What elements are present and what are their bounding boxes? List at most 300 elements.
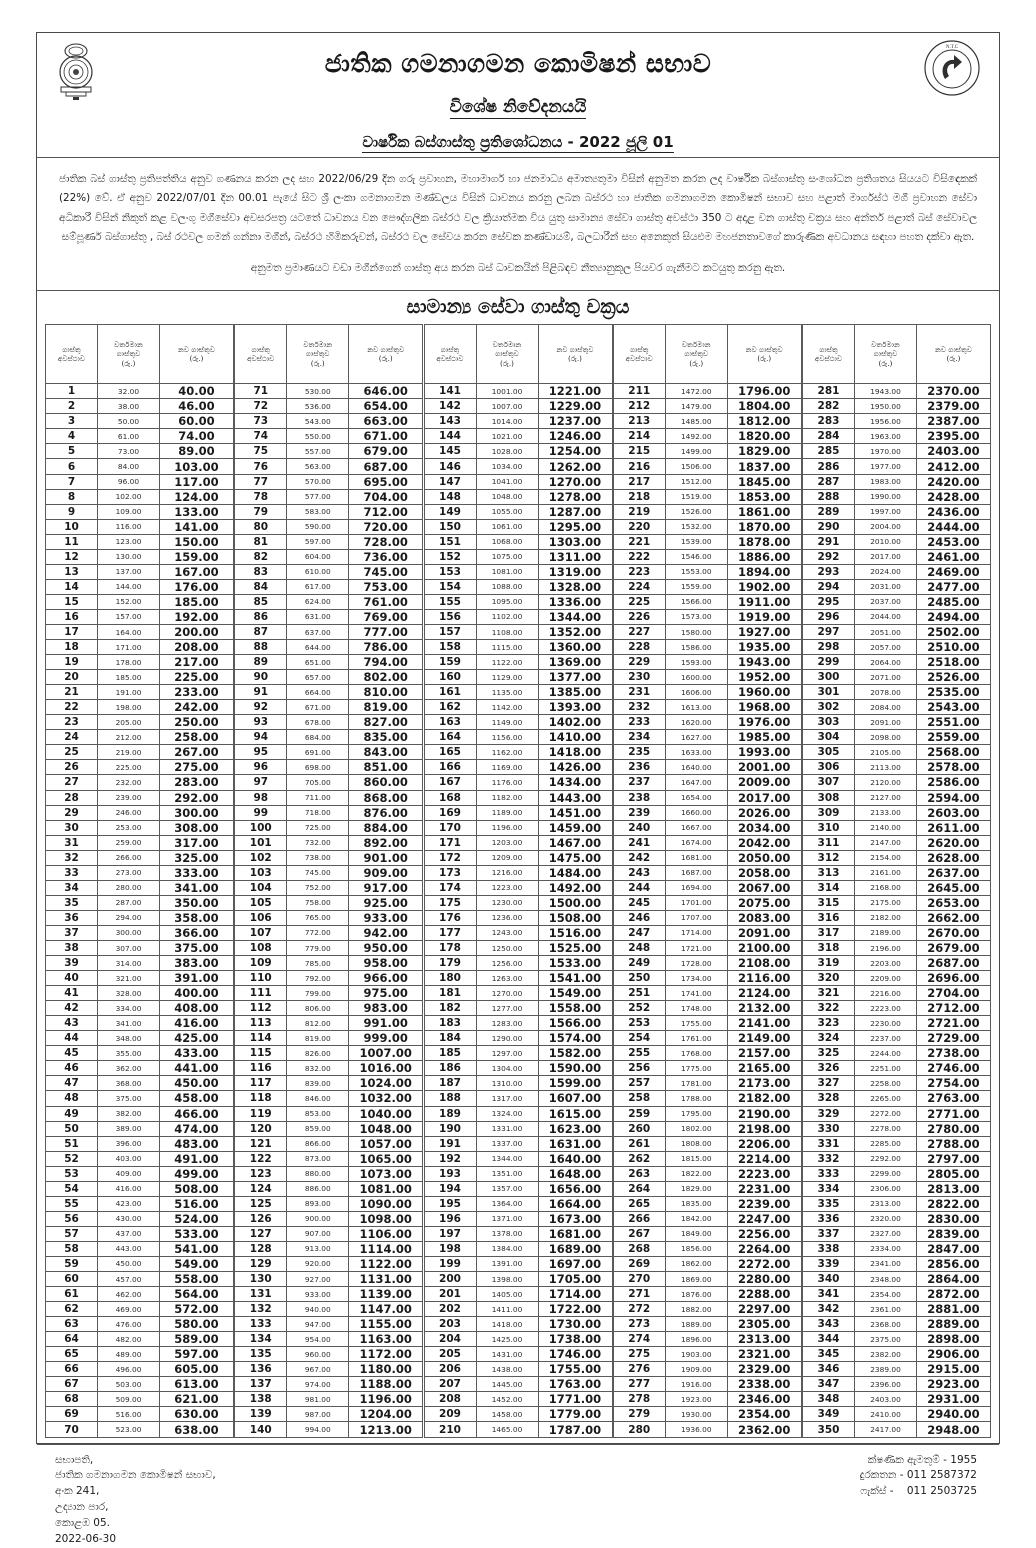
table-row bbox=[46, 775, 234, 790]
cell-fare-stage: 172 bbox=[424, 850, 476, 865]
cell-fare-stage: 30 bbox=[46, 820, 98, 835]
cell-current-fare: 812.00 bbox=[287, 1016, 349, 1031]
cell-new-fare: 621.00 bbox=[160, 1392, 234, 1407]
table-row bbox=[235, 1091, 423, 1106]
cell-fare-stage: 326 bbox=[803, 1061, 855, 1076]
cell-fare-stage: 65 bbox=[46, 1347, 98, 1362]
cell-new-fare: 217.00 bbox=[160, 655, 234, 670]
table-row bbox=[424, 925, 612, 940]
cell-fare-stage: 268 bbox=[613, 1241, 665, 1256]
cell-new-fare: 663.00 bbox=[349, 414, 423, 429]
table-row bbox=[424, 640, 612, 655]
cell-fare-stage: 57 bbox=[46, 1226, 98, 1241]
column-header-fare-stage: ගාස්තු අවස්ථාව bbox=[613, 325, 665, 384]
cell-current-fare: 577.00 bbox=[287, 489, 349, 504]
cell-fare-stage: 132 bbox=[235, 1302, 287, 1317]
table-row bbox=[803, 895, 991, 910]
cell-new-fare: 2132.00 bbox=[727, 1001, 801, 1016]
cell-new-fare: 1369.00 bbox=[538, 655, 612, 670]
cell-fare-stage: 250 bbox=[613, 971, 665, 986]
address-line-4: උද්‍යාන පාර, bbox=[55, 1501, 109, 1514]
cell-current-fare: 1627.00 bbox=[665, 730, 727, 745]
cell-new-fare: 1919.00 bbox=[727, 609, 801, 624]
cell-new-fare: 2264.00 bbox=[727, 1241, 801, 1256]
table-row bbox=[235, 1136, 423, 1151]
cell-fare-stage: 149 bbox=[424, 504, 476, 519]
cell-current-fare: 1256.00 bbox=[476, 956, 538, 971]
table-row bbox=[803, 504, 991, 519]
cell-new-fare: 1993.00 bbox=[727, 745, 801, 760]
cell-fare-stage: 265 bbox=[613, 1196, 665, 1211]
cell-fare-stage: 58 bbox=[46, 1241, 98, 1256]
cell-fare-stage: 232 bbox=[613, 700, 665, 715]
cell-fare-stage: 246 bbox=[613, 910, 665, 925]
cell-current-fare: 2189.00 bbox=[855, 925, 917, 940]
cell-fare-stage: 200 bbox=[424, 1272, 476, 1287]
cell-fare-stage: 303 bbox=[803, 715, 855, 730]
cell-new-fare: 533.00 bbox=[160, 1226, 234, 1241]
cell-fare-stage: 169 bbox=[424, 805, 476, 820]
cell-new-fare: 1607.00 bbox=[538, 1091, 612, 1106]
cell-fare-stage: 282 bbox=[803, 399, 855, 414]
cell-fare-stage: 179 bbox=[424, 956, 476, 971]
cell-current-fare: 1283.00 bbox=[476, 1016, 538, 1031]
table-row bbox=[424, 579, 612, 594]
svg-text:N.T.C: N.T.C bbox=[945, 45, 959, 50]
cell-new-fare: 391.00 bbox=[160, 971, 234, 986]
table-row bbox=[613, 1061, 801, 1076]
cell-new-fare: 2586.00 bbox=[917, 775, 991, 790]
cell-fare-stage: 226 bbox=[613, 609, 665, 624]
cell-new-fare: 383.00 bbox=[160, 956, 234, 971]
cell-fare-stage: 1 bbox=[46, 384, 98, 399]
cell-new-fare: 2915.00 bbox=[917, 1362, 991, 1377]
cell-fare-stage: 142 bbox=[424, 399, 476, 414]
table-row bbox=[46, 790, 234, 805]
cell-new-fare: 1254.00 bbox=[538, 444, 612, 459]
cell-fare-stage: 102 bbox=[235, 850, 287, 865]
table-row bbox=[424, 715, 612, 730]
cell-current-fare: 2017.00 bbox=[855, 549, 917, 564]
cell-current-fare: 940.00 bbox=[287, 1302, 349, 1317]
cell-current-fare: 1546.00 bbox=[665, 549, 727, 564]
cell-new-fare: 549.00 bbox=[160, 1256, 234, 1271]
cell-fare-stage: 342 bbox=[803, 1302, 855, 1317]
cell-current-fare: 178.00 bbox=[98, 655, 160, 670]
table-row bbox=[803, 1302, 991, 1317]
cell-fare-stage: 24 bbox=[46, 730, 98, 745]
cell-new-fare: 483.00 bbox=[160, 1136, 234, 1151]
cell-fare-stage: 199 bbox=[424, 1256, 476, 1271]
table-row bbox=[803, 986, 991, 1001]
cell-new-fare: 1147.00 bbox=[349, 1302, 423, 1317]
address-line-3: අංක 241, bbox=[55, 1485, 100, 1498]
cell-current-fare: 691.00 bbox=[287, 745, 349, 760]
cell-fare-stage: 131 bbox=[235, 1287, 287, 1302]
cell-new-fare: 901.00 bbox=[349, 850, 423, 865]
cell-current-fare: 1956.00 bbox=[855, 414, 917, 429]
cell-new-fare: 950.00 bbox=[349, 940, 423, 955]
cell-new-fare: 2696.00 bbox=[917, 971, 991, 986]
cell-new-fare: 242.00 bbox=[160, 700, 234, 715]
table-row bbox=[803, 1256, 991, 1271]
cell-current-fare: 1337.00 bbox=[476, 1136, 538, 1151]
cell-current-fare: 1041.00 bbox=[476, 474, 538, 489]
table-row bbox=[803, 640, 991, 655]
cell-current-fare: 171.00 bbox=[98, 640, 160, 655]
cell-current-fare: 651.00 bbox=[287, 655, 349, 670]
cell-current-fare: 933.00 bbox=[287, 1287, 349, 1302]
table-row bbox=[803, 1016, 991, 1031]
cell-new-fare: 761.00 bbox=[349, 594, 423, 609]
cell-current-fare: 765.00 bbox=[287, 910, 349, 925]
cell-current-fare: 1384.00 bbox=[476, 1241, 538, 1256]
cell-new-fare: 2050.00 bbox=[727, 850, 801, 865]
cell-new-fare: 794.00 bbox=[349, 655, 423, 670]
cell-new-fare: 433.00 bbox=[160, 1046, 234, 1061]
cell-fare-stage: 54 bbox=[46, 1181, 98, 1196]
table-row bbox=[424, 459, 612, 474]
cell-fare-stage: 91 bbox=[235, 685, 287, 700]
cell-current-fare: 1001.00 bbox=[476, 384, 538, 399]
cell-fare-stage: 79 bbox=[235, 504, 287, 519]
cell-fare-stage: 349 bbox=[803, 1407, 855, 1422]
column-header-new-fare: නව ගාස්තුව (රු.) bbox=[160, 325, 234, 384]
cell-new-fare: 1418.00 bbox=[538, 745, 612, 760]
table-row bbox=[424, 1332, 612, 1347]
cell-fare-stage: 64 bbox=[46, 1332, 98, 1347]
cell-fare-stage: 19 bbox=[46, 655, 98, 670]
cell-new-fare: 2026.00 bbox=[727, 805, 801, 820]
table-row bbox=[46, 1106, 234, 1121]
cell-fare-stage: 6 bbox=[46, 459, 98, 474]
table-header-row bbox=[803, 325, 991, 384]
cell-fare-stage: 338 bbox=[803, 1241, 855, 1256]
cell-new-fare: 333.00 bbox=[160, 865, 234, 880]
cell-current-fare: 73.00 bbox=[98, 444, 160, 459]
cell-fare-stage: 150 bbox=[424, 519, 476, 534]
cell-current-fare: 476.00 bbox=[98, 1317, 160, 1332]
cell-fare-stage: 152 bbox=[424, 549, 476, 564]
cell-fare-stage: 350 bbox=[803, 1422, 855, 1437]
cell-new-fare: 2338.00 bbox=[727, 1377, 801, 1392]
cell-fare-stage: 336 bbox=[803, 1211, 855, 1226]
cell-current-fare: 164.00 bbox=[98, 625, 160, 640]
table-row bbox=[235, 1106, 423, 1121]
table-row bbox=[46, 1001, 234, 1016]
cell-fare-stage: 241 bbox=[613, 835, 665, 850]
cell-fare-stage: 287 bbox=[803, 474, 855, 489]
cell-current-fare: 1034.00 bbox=[476, 459, 538, 474]
cell-fare-stage: 325 bbox=[803, 1046, 855, 1061]
cell-current-fare: 130.00 bbox=[98, 549, 160, 564]
cell-current-fare: 1048.00 bbox=[476, 489, 538, 504]
table-row bbox=[235, 414, 423, 429]
cell-current-fare: 2265.00 bbox=[855, 1091, 917, 1106]
cell-current-fare: 462.00 bbox=[98, 1287, 160, 1302]
table-row bbox=[235, 760, 423, 775]
cell-current-fare: 1983.00 bbox=[855, 474, 917, 489]
cell-current-fare: 102.00 bbox=[98, 489, 160, 504]
cell-fare-stage: 163 bbox=[424, 715, 476, 730]
cell-new-fare: 1516.00 bbox=[538, 925, 612, 940]
table-row bbox=[46, 910, 234, 925]
cell-current-fare: 772.00 bbox=[287, 925, 349, 940]
cell-fare-stage: 98 bbox=[235, 790, 287, 805]
cell-current-fare: 1364.00 bbox=[476, 1196, 538, 1211]
table-row bbox=[424, 1362, 612, 1377]
cell-current-fare: 1714.00 bbox=[665, 925, 727, 940]
cell-current-fare: 1061.00 bbox=[476, 519, 538, 534]
cell-fare-stage: 230 bbox=[613, 670, 665, 685]
table-row bbox=[424, 1226, 612, 1241]
cell-new-fare: 1738.00 bbox=[538, 1332, 612, 1347]
cell-new-fare: 1845.00 bbox=[727, 474, 801, 489]
cell-current-fare: 1943.00 bbox=[855, 384, 917, 399]
cell-current-fare: 2209.00 bbox=[855, 971, 917, 986]
table-row bbox=[46, 504, 234, 519]
column-header-current-fare: වර්තමාන ගාස්තුව (රු.) bbox=[665, 325, 727, 384]
cell-new-fare: 2679.00 bbox=[917, 940, 991, 955]
cell-fare-stage: 210 bbox=[424, 1422, 476, 1437]
cell-current-fare: 866.00 bbox=[287, 1136, 349, 1151]
cell-new-fare: 2297.00 bbox=[727, 1302, 801, 1317]
cell-fare-stage: 209 bbox=[424, 1407, 476, 1422]
cell-new-fare: 1434.00 bbox=[538, 775, 612, 790]
cell-fare-stage: 266 bbox=[613, 1211, 665, 1226]
cell-new-fare: 597.00 bbox=[160, 1347, 234, 1362]
column-header-new-fare: නව ගාස්තුව (රු.) bbox=[727, 325, 801, 384]
cell-new-fare: 408.00 bbox=[160, 1001, 234, 1016]
cell-new-fare: 2239.00 bbox=[727, 1196, 801, 1211]
cell-new-fare: 2231.00 bbox=[727, 1181, 801, 1196]
cell-fare-stage: 236 bbox=[613, 760, 665, 775]
cell-current-fare: 191.00 bbox=[98, 685, 160, 700]
cell-current-fare: 1209.00 bbox=[476, 850, 538, 865]
cell-new-fare: 1615.00 bbox=[538, 1106, 612, 1121]
table-row bbox=[235, 1392, 423, 1407]
national-emblem-icon bbox=[53, 41, 99, 103]
cell-new-fare: 292.00 bbox=[160, 790, 234, 805]
cell-new-fare: 892.00 bbox=[349, 835, 423, 850]
table-row bbox=[235, 459, 423, 474]
cell-new-fare: 1722.00 bbox=[538, 1302, 612, 1317]
cell-new-fare: 1467.00 bbox=[538, 835, 612, 850]
cell-fare-stage: 121 bbox=[235, 1136, 287, 1151]
table-row bbox=[424, 1272, 612, 1287]
cell-fare-stage: 249 bbox=[613, 956, 665, 971]
cell-new-fare: 2485.00 bbox=[917, 594, 991, 609]
table-row bbox=[235, 609, 423, 624]
cell-new-fare: 117.00 bbox=[160, 474, 234, 489]
cell-current-fare: 1236.00 bbox=[476, 910, 538, 925]
table-row bbox=[46, 1091, 234, 1106]
cell-fare-stage: 337 bbox=[803, 1226, 855, 1241]
table-row bbox=[46, 594, 234, 609]
cell-fare-stage: 55 bbox=[46, 1196, 98, 1211]
cell-fare-stage: 177 bbox=[424, 925, 476, 940]
cell-current-fare: 403.00 bbox=[98, 1151, 160, 1166]
cell-fare-stage: 328 bbox=[803, 1091, 855, 1106]
cell-new-fare: 1697.00 bbox=[538, 1256, 612, 1271]
cell-current-fare: 617.00 bbox=[287, 579, 349, 594]
cell-fare-stage: 288 bbox=[803, 489, 855, 504]
table-row bbox=[803, 625, 991, 640]
table-row bbox=[235, 564, 423, 579]
cell-current-fare: 738.00 bbox=[287, 850, 349, 865]
table-row bbox=[424, 384, 612, 399]
cell-fare-stage: 90 bbox=[235, 670, 287, 685]
cell-fare-stage: 130 bbox=[235, 1272, 287, 1287]
cell-new-fare: 2362.00 bbox=[727, 1422, 801, 1437]
cell-new-fare: 250.00 bbox=[160, 715, 234, 730]
cell-current-fare: 2327.00 bbox=[855, 1226, 917, 1241]
table-row bbox=[46, 850, 234, 865]
table-row bbox=[613, 655, 801, 670]
cell-current-fare: 1203.00 bbox=[476, 835, 538, 850]
table-row bbox=[424, 1076, 612, 1091]
table-row bbox=[613, 670, 801, 685]
table-row bbox=[424, 956, 612, 971]
cell-current-fare: 1990.00 bbox=[855, 489, 917, 504]
cell-new-fare: 508.00 bbox=[160, 1181, 234, 1196]
cell-fare-stage: 105 bbox=[235, 895, 287, 910]
cell-fare-stage: 47 bbox=[46, 1076, 98, 1091]
cell-current-fare: 1660.00 bbox=[665, 805, 727, 820]
cell-fare-stage: 285 bbox=[803, 444, 855, 459]
cell-current-fare: 711.00 bbox=[287, 790, 349, 805]
cell-fare-stage: 273 bbox=[613, 1317, 665, 1332]
cell-current-fare: 1519.00 bbox=[665, 489, 727, 504]
cell-current-fare: 2313.00 bbox=[855, 1196, 917, 1211]
cell-current-fare: 1950.00 bbox=[855, 399, 917, 414]
cell-fare-stage: 129 bbox=[235, 1256, 287, 1271]
cell-new-fare: 999.00 bbox=[349, 1031, 423, 1046]
cell-current-fare: 2091.00 bbox=[855, 715, 917, 730]
cell-new-fare: 1829.00 bbox=[727, 444, 801, 459]
cell-fare-stage: 215 bbox=[613, 444, 665, 459]
cell-fare-stage: 223 bbox=[613, 564, 665, 579]
cell-fare-stage: 278 bbox=[613, 1392, 665, 1407]
cell-new-fare: 1656.00 bbox=[538, 1181, 612, 1196]
cell-fare-stage: 180 bbox=[424, 971, 476, 986]
table-row bbox=[424, 429, 612, 444]
table-row bbox=[46, 835, 234, 850]
cell-fare-stage: 159 bbox=[424, 655, 476, 670]
table-row bbox=[46, 895, 234, 910]
notice-page bbox=[36, 32, 1000, 1546]
cell-fare-stage: 31 bbox=[46, 835, 98, 850]
cell-current-fare: 2285.00 bbox=[855, 1136, 917, 1151]
table-row bbox=[803, 880, 991, 895]
cell-current-fare: 664.00 bbox=[287, 685, 349, 700]
cell-fare-stage: 295 bbox=[803, 594, 855, 609]
table-row bbox=[424, 1031, 612, 1046]
cell-fare-stage: 108 bbox=[235, 940, 287, 955]
cell-new-fare: 2354.00 bbox=[727, 1407, 801, 1422]
cell-new-fare: 909.00 bbox=[349, 865, 423, 880]
table-row bbox=[613, 459, 801, 474]
cell-current-fare: 624.00 bbox=[287, 594, 349, 609]
cell-current-fare: 32.00 bbox=[98, 384, 160, 399]
cell-current-fare: 1014.00 bbox=[476, 414, 538, 429]
table-row bbox=[235, 865, 423, 880]
cell-current-fare: 1674.00 bbox=[665, 835, 727, 850]
cell-current-fare: 1055.00 bbox=[476, 504, 538, 519]
cell-current-fare: 1822.00 bbox=[665, 1166, 727, 1181]
cell-fare-stage: 144 bbox=[424, 429, 476, 444]
table-row bbox=[803, 805, 991, 820]
cell-new-fare: 2906.00 bbox=[917, 1347, 991, 1362]
cell-fare-stage: 264 bbox=[613, 1181, 665, 1196]
cell-fare-stage: 348 bbox=[803, 1392, 855, 1407]
cell-current-fare: 1418.00 bbox=[476, 1317, 538, 1332]
table-row bbox=[424, 1046, 612, 1061]
cell-current-fare: 1270.00 bbox=[476, 986, 538, 1001]
cell-current-fare: 307.00 bbox=[98, 940, 160, 955]
table-row bbox=[46, 1196, 234, 1211]
column-header-fare-stage: ගාස්තු අවස්ථාව bbox=[235, 325, 287, 384]
cell-new-fare: 983.00 bbox=[349, 1001, 423, 1016]
cell-new-fare: 1894.00 bbox=[727, 564, 801, 579]
cell-new-fare: 1492.00 bbox=[538, 880, 612, 895]
cell-fare-stage: 245 bbox=[613, 895, 665, 910]
table-row bbox=[46, 1151, 234, 1166]
cell-fare-stage: 28 bbox=[46, 790, 98, 805]
cell-new-fare: 74.00 bbox=[160, 429, 234, 444]
table-row bbox=[613, 579, 801, 594]
table-row bbox=[424, 730, 612, 745]
table-row bbox=[803, 1362, 991, 1377]
table-row bbox=[803, 1272, 991, 1287]
cell-new-fare: 2494.00 bbox=[917, 609, 991, 624]
table-row bbox=[46, 489, 234, 504]
table-row bbox=[803, 1377, 991, 1392]
cell-new-fare: 133.00 bbox=[160, 504, 234, 519]
cell-current-fare: 1506.00 bbox=[665, 459, 727, 474]
cell-new-fare: 753.00 bbox=[349, 579, 423, 594]
cell-fare-stage: 29 bbox=[46, 805, 98, 820]
table-row bbox=[235, 835, 423, 850]
cell-new-fare: 769.00 bbox=[349, 609, 423, 624]
table-row bbox=[613, 1362, 801, 1377]
cell-fare-stage: 243 bbox=[613, 865, 665, 880]
cell-current-fare: 684.00 bbox=[287, 730, 349, 745]
cell-fare-stage: 319 bbox=[803, 956, 855, 971]
cell-new-fare: 2329.00 bbox=[727, 1362, 801, 1377]
table-row bbox=[803, 1061, 991, 1076]
cell-new-fare: 580.00 bbox=[160, 1317, 234, 1332]
cell-new-fare: 2754.00 bbox=[917, 1076, 991, 1091]
cell-new-fare: 704.00 bbox=[349, 489, 423, 504]
table-row bbox=[235, 1317, 423, 1332]
cell-new-fare: 1180.00 bbox=[349, 1362, 423, 1377]
cell-fare-stage: 203 bbox=[424, 1317, 476, 1332]
cell-current-fare: 893.00 bbox=[287, 1196, 349, 1211]
cell-fare-stage: 311 bbox=[803, 835, 855, 850]
table-row bbox=[235, 534, 423, 549]
cell-fare-stage: 87 bbox=[235, 625, 287, 640]
cell-fare-stage: 20 bbox=[46, 670, 98, 685]
cell-fare-stage: 70 bbox=[46, 1422, 98, 1437]
revision-title bbox=[37, 133, 999, 155]
cell-new-fare: 176.00 bbox=[160, 579, 234, 594]
organization-title: ජාතික ගමනාගමන කොමිෂන් සභාව bbox=[324, 49, 712, 78]
cell-current-fare: 1485.00 bbox=[665, 414, 727, 429]
cell-current-fare: 246.00 bbox=[98, 805, 160, 820]
cell-fare-stage: 78 bbox=[235, 489, 287, 504]
cell-fare-stage: 93 bbox=[235, 715, 287, 730]
